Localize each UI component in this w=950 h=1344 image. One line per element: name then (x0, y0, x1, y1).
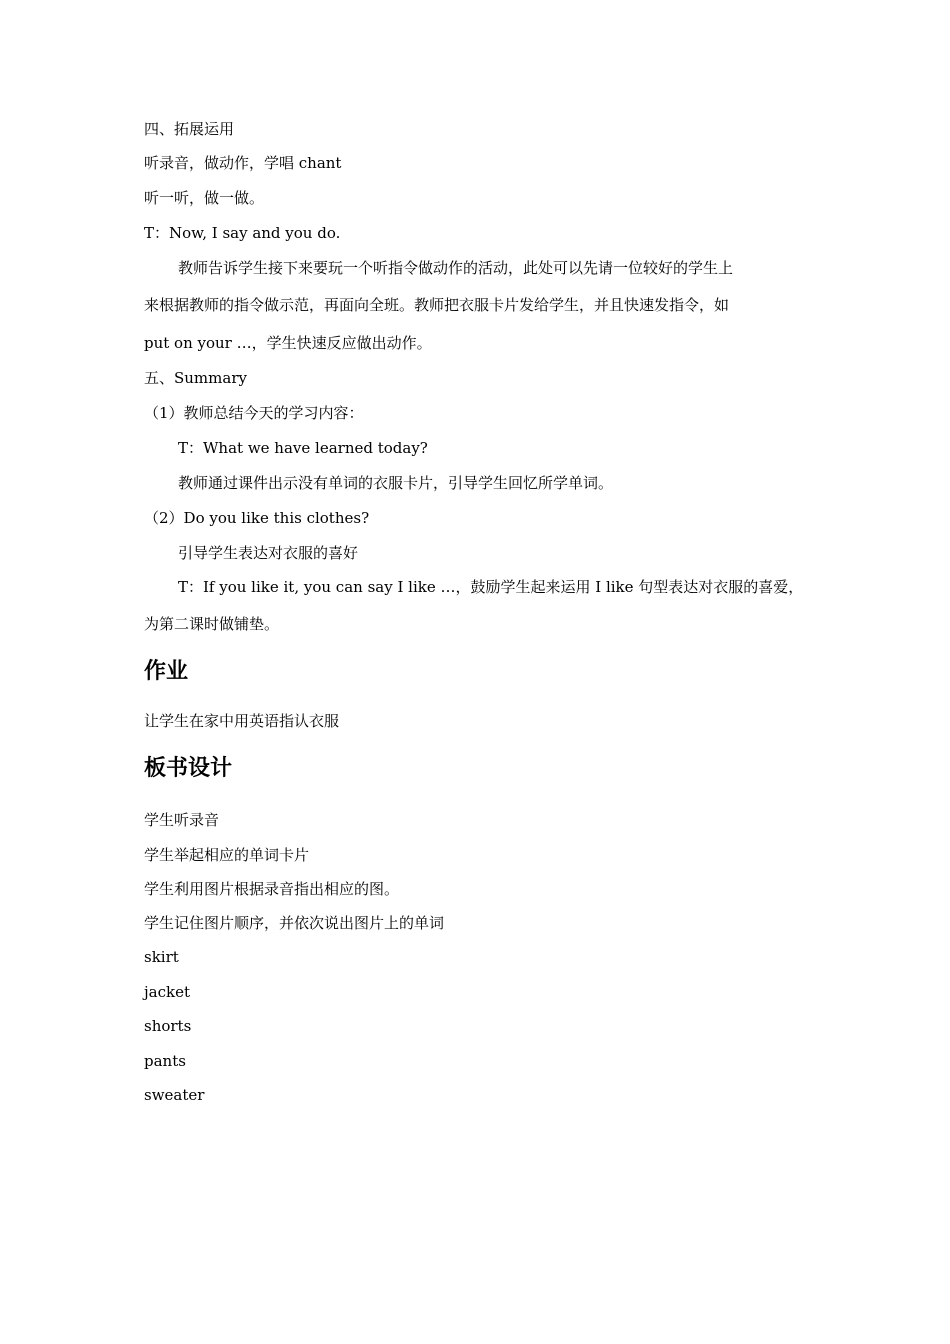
section-4-line-1: 听录音，做动作，学唱 chant (144, 154, 342, 172)
board-design-heading: 板书设计 (144, 756, 233, 781)
section-4-line-2: 听一听，做一做。 (144, 189, 265, 207)
summary-item-1: （1）教师总结今天的学习内容： (144, 404, 364, 422)
board-line: 学生听录音 (144, 811, 220, 829)
summary-item-1-description: 教师通过课件出示没有单词的衣服卡片，引导学生回忆所学单词。 (178, 474, 614, 492)
board-line: 学生记住图片顺序，并依次说出图片上的单词 (144, 914, 445, 932)
section-5-heading: 五、Summary (144, 369, 247, 387)
board-word: skirt (144, 948, 179, 966)
homework-heading: 作业 (144, 659, 189, 684)
summary-item-2-description: 引导学生表达对衣服的喜好 (178, 544, 359, 562)
summary-item-2: （2）Do you like this clothes? (144, 509, 370, 527)
section-4-paragraph-line-2: 来根据教师的指令做示范，再面向全班。教师把衣服卡片发给学生，并且快速发指令，如 (144, 296, 730, 314)
section-4-line-3: T：Now, I say and you do. (144, 224, 341, 242)
section-4-paragraph-line-1: 教师告诉学生接下来要玩一个听指令做动作的活动，此处可以先请一位较好的学生上 (178, 259, 734, 277)
homework-text: 让学生在家中用英语指认衣服 (144, 712, 340, 730)
board-word: shorts (144, 1017, 192, 1035)
section-4-heading: 四、拓展运用 (144, 120, 235, 138)
board-word: sweater (144, 1086, 205, 1104)
board-word: pants (144, 1052, 186, 1070)
section-4-paragraph-line-3: put on your …，学生快速反应做出动作。 (144, 334, 432, 352)
summary-item-1-teacher-line: T：What we have learned today? (178, 439, 428, 457)
summary-item-2-teacher-line-2: 为第二课时做铺垫。 (144, 615, 280, 633)
board-line: 学生举起相应的单词卡片 (144, 846, 310, 864)
board-word: jacket (144, 983, 190, 1001)
summary-item-2-teacher-line-1: T：If you like it, you can say I like …，鼓励学生起来运用 I like 句型表达对衣服的喜爱， (178, 578, 804, 596)
board-line: 学生利用图片根据录音指出相应的图。 (144, 880, 400, 898)
